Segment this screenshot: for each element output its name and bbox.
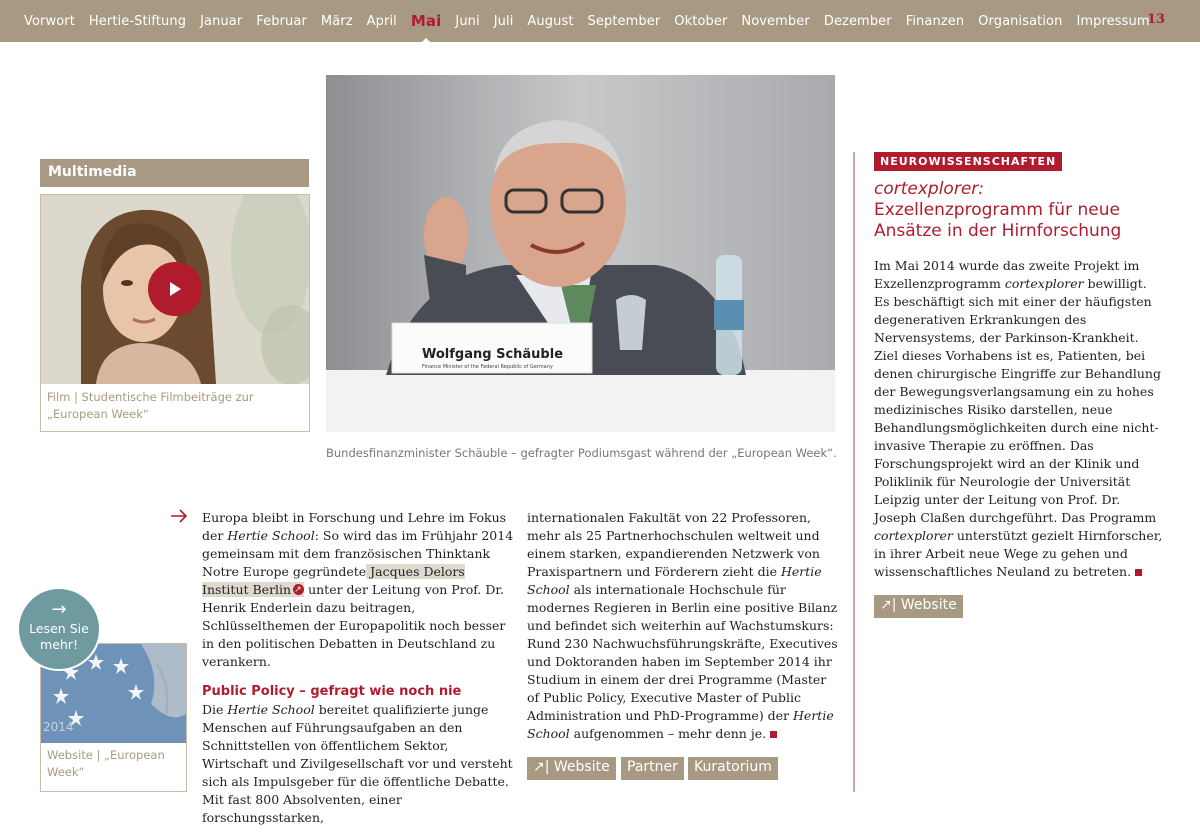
category-badge: NEUROWISSENSCHAFTEN xyxy=(874,152,1062,171)
website-caption-line1: Website | „European xyxy=(47,748,165,762)
play-button[interactable] xyxy=(148,262,202,316)
external-link-icon[interactable] xyxy=(293,584,304,595)
end-mark-icon xyxy=(1135,569,1142,576)
article-paragraph-1 xyxy=(202,509,514,671)
kuratorium-button[interactable]: Kuratorium xyxy=(688,757,778,780)
article-column-2 xyxy=(527,509,839,743)
c2-text-c: aufgenommen – mehr denn je. xyxy=(569,726,767,741)
website-caption-line2: Week“ xyxy=(47,765,85,779)
column-divider xyxy=(853,152,855,792)
nav-item-juni[interactable]: Juni xyxy=(455,13,480,29)
right-body-c: unterstützt gezielt Hirnforscher, in ihrer Arbeit neue Wege zu gehen und wissenschaftliches Neuland zu betreten. xyxy=(874,528,1163,579)
multimedia-header: Multimedia xyxy=(40,159,309,187)
top-navigation xyxy=(0,0,1200,42)
c2-emphasis-2: Hertie School xyxy=(527,708,834,741)
c2-emphasis-1: Hertie School xyxy=(527,564,822,597)
c2-text-b: als internationale Hochschule für modernes Regieren in Berlin eine positive Bilanz und befindet sich weiterhin auf Wachstumskurs: Rund 230 Nachwuchsführungskräfte, Executives und Doktoranden haben im September 2014 ihr Studium in einem der drei Programme (Master of Public Policy, Executive Master of Public Administration und PhD-Programme) der xyxy=(527,582,838,723)
right-body-b: bewilligt. Es beschäftigt sich mit einer der häufigsten degenerativen Erkrankungen des Nervensystems, der Parkinson-Krankheit. Ziel dieses Vorhabens ist es, Patienten, bei denen chirurgische Eingriffe zur Behandlung der Bewegungsverlangsamung ein zu hohes medizinisches Risiko darstellen, neue Behandlungsmöglichkeiten durch eine nicht-invasive Therapie zu eröffnen. Das Forschungsprojekt wird an der Klinik und Poliklinik für Neurologie der Universität Leipzig unter der Leitung von Prof. Dr. Joseph Claßen durchgeführt. Das Programm xyxy=(874,276,1161,525)
nav-item-august[interactable]: August xyxy=(527,13,574,29)
p1-text-b: : So wird das im Frühjahr 2014 gemeinsam mit dem französischen Thinktank Notre Europe gegründete xyxy=(202,528,514,579)
nav-item-november[interactable]: November xyxy=(741,13,810,29)
nav-item-finanzen[interactable]: Finanzen xyxy=(905,13,965,29)
play-icon xyxy=(167,280,183,298)
article-column-1 xyxy=(202,509,514,827)
nav-item-juli[interactable]: Juli xyxy=(493,13,514,29)
jacques-delors-link-text[interactable]: Jacques Delors Institut Berlin xyxy=(202,564,465,597)
nameplate-subtext: Finance Minister of the Federal Republic of Germany xyxy=(422,364,553,370)
end-mark-icon xyxy=(770,731,777,738)
photo-caption: Bundesfinanzminister Schäuble – gefragter Podiumsgast während der „European Week“. xyxy=(326,446,837,460)
arrow-right-icon xyxy=(170,509,188,523)
nav-item-januar[interactable]: Januar xyxy=(200,13,243,29)
article-paragraph-2 xyxy=(202,701,514,827)
video-thumbnail[interactable] xyxy=(41,195,309,384)
nameplate-text: Wolfgang Schäuble xyxy=(422,347,564,362)
p2-emphasis: Hertie School xyxy=(227,702,315,717)
nav-item-dezember[interactable]: Dezember xyxy=(823,13,892,29)
partner-button[interactable]: Partner xyxy=(621,757,684,780)
p1-emphasis: Hertie School xyxy=(227,528,315,543)
website-button[interactable]: ↗| Website xyxy=(527,757,616,780)
arrow-right-icon: → xyxy=(51,599,67,620)
website-year: 2014 xyxy=(43,720,74,734)
nav-item-september[interactable]: September xyxy=(587,13,661,29)
read-more-line1: Lesen Sie xyxy=(29,621,89,636)
website-caption xyxy=(47,747,182,781)
right-website-button[interactable]: ↗| Website xyxy=(874,595,963,618)
right-body-em2: cortexplorer xyxy=(874,528,953,543)
c2-text-a: internationalen Fakultät von 22 Professoren, mehr als 25 Partnerhochschulen weltweit und einem starken, expandierenden Netzwerk von Praxispartnern und Förderern zieht die xyxy=(527,510,820,579)
p1-text-c: unter der Leitung von Prof. Dr. Henrik Enderlein dazu beitragen, Schlüsselthemen der Europapolitik noch besser in den politischen Debatten in Deutschland zu verankern. xyxy=(202,582,506,669)
read-more-line2: mehr! xyxy=(40,637,78,652)
nav-item-märz[interactable]: März xyxy=(320,13,353,29)
right-body-a: Im Mai 2014 wurde das zweite Projekt im Exzellenzprogramm xyxy=(874,258,1140,291)
p2-text-b: bereitet qualifizierte junge Menschen auf Führungsaufgaben an den Schnittstellen von öffentlichem Sektor, Wirtschaft und Zivilgesellschaft vor und versteht sich als Impulsgeber für die öffentliche Debatte. Mit fast 800 Absolventen, einer forschungsstarken, xyxy=(202,702,513,825)
nav-item-vorwort[interactable]: Vorwort xyxy=(24,13,75,29)
multimedia-video-card[interactable] xyxy=(40,194,310,432)
nav-item-hertie-stiftung[interactable]: Hertie-Stiftung xyxy=(88,13,187,29)
nav-item-oktober[interactable]: Oktober xyxy=(674,13,728,29)
article-subhead: Public Policy – gefragt wie noch nie xyxy=(202,684,462,699)
nav-list xyxy=(24,0,1164,42)
right-body-em1: cortexplorer xyxy=(1004,276,1084,291)
main-photo xyxy=(326,75,835,432)
video-caption-line1: Film | Studentische Filmbeiträge zur xyxy=(47,390,254,404)
right-title-emphasis: cortexplorer: xyxy=(874,179,985,199)
nav-item-februar[interactable]: Februar xyxy=(256,13,307,29)
video-caption-line2: „European Week“ xyxy=(47,407,149,421)
nav-item-impressum[interactable]: Impressum xyxy=(1076,13,1150,29)
p2-text-a: Die xyxy=(202,702,228,717)
photo-schaeuble xyxy=(326,75,835,432)
video-caption xyxy=(47,389,303,423)
right-title-rest: Exzellenzprogramm für neue Ansätze in der Hirnforschung xyxy=(874,200,1122,241)
nav-item-april[interactable]: April xyxy=(366,13,397,29)
read-more-button[interactable] xyxy=(17,587,101,671)
p1-text-a: Europa bleibt in Forschung und Lehre im Fokus der xyxy=(202,510,507,543)
right-title xyxy=(874,179,1154,242)
nav-item-mai[interactable]: Mai xyxy=(410,12,442,30)
nav-item-organisation[interactable]: Organisation xyxy=(978,13,1063,29)
right-body xyxy=(874,257,1164,581)
article-paragraph-3 xyxy=(527,509,839,743)
page-number: 13 xyxy=(1147,12,1166,27)
